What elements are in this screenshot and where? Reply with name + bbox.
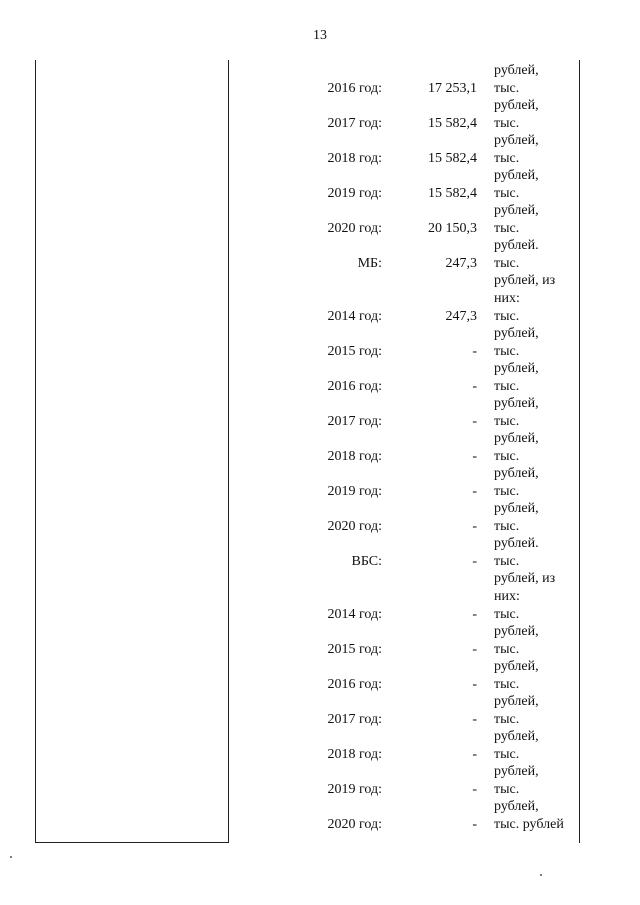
row-label: 2016 год:: [327, 379, 382, 394]
row-unit-line: рублей,: [494, 466, 539, 481]
row-label: 2017 год:: [327, 712, 382, 727]
row-value: 15 582,4: [428, 116, 477, 131]
row-unit-line: рублей,: [494, 361, 539, 376]
row-unit-line: тыс.: [494, 484, 520, 499]
row-unit: [494, 62, 576, 98]
row-unit-line: рублей,: [494, 98, 539, 113]
row-unit: [494, 763, 576, 799]
row-unit-line: тыс.: [494, 554, 520, 569]
row-unit: [494, 570, 576, 624]
row-label: 2018 год:: [327, 747, 382, 762]
left-cell-right-border: [228, 60, 229, 843]
row-unit-line: рублей,: [494, 729, 539, 744]
row-label: 2018 год:: [327, 151, 382, 166]
row-unit-line: тыс.: [494, 256, 520, 271]
row-unit: [494, 360, 576, 396]
row-label: 2020 год:: [327, 817, 382, 832]
row-unit-line: рублей,: [494, 326, 539, 341]
row-unit: [494, 500, 576, 536]
row-unit-line: тыс. рублей: [494, 817, 564, 832]
row-unit-line: рублей,: [494, 501, 539, 516]
row-value: -: [472, 607, 477, 622]
row-label: 2014 год:: [327, 607, 382, 622]
row-unit-line: тыс.: [494, 116, 520, 131]
row-unit-line: тыс.: [494, 712, 520, 727]
row-label: 2014 год:: [327, 309, 382, 324]
row-unit-line: тыс.: [494, 344, 520, 359]
scan-speck: [540, 874, 542, 876]
page-number: 13: [313, 28, 327, 43]
row-value: 15 582,4: [428, 186, 477, 201]
row-unit: [494, 465, 576, 501]
row-unit: [494, 693, 576, 729]
row-unit-line: тыс.: [494, 379, 520, 394]
row-label: 2020 год:: [327, 221, 382, 236]
row-unit-line: рублей,: [494, 133, 539, 148]
row-unit-line: тыс.: [494, 747, 520, 762]
row-unit: [494, 535, 576, 571]
row-value: 15 582,4: [428, 151, 477, 166]
row-value: -: [472, 554, 477, 569]
row-value: -: [472, 747, 477, 762]
row-unit-line: рублей,: [494, 694, 539, 709]
row-unit: [494, 202, 576, 238]
row-value: -: [472, 414, 477, 429]
row-unit: [494, 623, 576, 659]
row-value: -: [472, 782, 477, 797]
row-unit: [494, 272, 576, 326]
row-unit-line: тыс.: [494, 151, 520, 166]
row-unit-line: тыс.: [494, 519, 520, 534]
row-label: 2020 год:: [327, 519, 382, 534]
scan-speck: [10, 856, 12, 858]
row-unit-line: тыс.: [494, 449, 520, 464]
right-table-border: [579, 60, 580, 843]
row-value: -: [472, 484, 477, 499]
row-value: 247,3: [445, 309, 477, 324]
row-unit-line: тыс.: [494, 309, 520, 324]
row-unit-line: них:: [494, 291, 520, 306]
row-unit-line: рублей,: [494, 659, 539, 674]
row-unit-line: рублей,: [494, 431, 539, 446]
row-unit-line: рублей,: [494, 203, 539, 218]
row-unit: [494, 132, 576, 168]
row-unit: [494, 658, 576, 694]
row-unit-line: рублей, из: [494, 571, 556, 586]
row-unit-line: тыс.: [494, 607, 520, 622]
row-value: 247,3: [445, 256, 477, 271]
row-unit-line: рублей.: [494, 536, 539, 551]
row-value: -: [472, 677, 477, 692]
row-label: 2018 год:: [327, 449, 382, 464]
row-label: 2019 год:: [327, 484, 382, 499]
row-unit: [494, 237, 576, 273]
row-label: 2016 год:: [327, 677, 382, 692]
row-unit-line: рублей,: [494, 799, 539, 814]
table-bottom-border: [35, 842, 229, 843]
row-value: 17 253,1: [428, 81, 477, 96]
row-value: -: [472, 817, 477, 832]
row-value: -: [472, 344, 477, 359]
row-unit-line: тыс.: [494, 677, 520, 692]
row-unit-line: тыс.: [494, 81, 520, 96]
row-unit-line: рублей,: [494, 764, 539, 779]
row-value: -: [472, 642, 477, 657]
row-label: 2019 год:: [327, 186, 382, 201]
row-unit-line: тыс.: [494, 186, 520, 201]
row-unit: [494, 97, 576, 133]
row-label: 2015 год:: [327, 344, 382, 359]
row-unit-line: тыс.: [494, 642, 520, 657]
row-unit-line: рублей,: [494, 63, 539, 78]
row-label: МБ:: [357, 256, 382, 271]
row-label: 2017 год:: [327, 116, 382, 131]
left-cell-left-border: [35, 60, 36, 843]
row-value: -: [472, 379, 477, 394]
row-label: 2019 год:: [327, 782, 382, 797]
row-unit: [494, 325, 576, 361]
row-label: 2016 год:: [327, 81, 382, 96]
row-unit-line: тыс.: [494, 221, 520, 236]
row-unit: [494, 430, 576, 466]
row-unit-line: рублей,: [494, 624, 539, 639]
row-unit-line: рублей,: [494, 396, 539, 411]
row-unit: [494, 798, 576, 834]
row-unit: [494, 728, 576, 764]
row-unit-line: них:: [494, 589, 520, 604]
row-unit: [494, 395, 576, 431]
row-unit-line: тыс.: [494, 414, 520, 429]
row-label: 2017 год:: [327, 414, 382, 429]
row-value: -: [472, 519, 477, 534]
row-label: 2015 год:: [327, 642, 382, 657]
row-unit-line: рублей, из: [494, 273, 556, 288]
row-unit-line: тыс.: [494, 782, 520, 797]
row-value: -: [472, 712, 477, 727]
row-label: ВБС:: [351, 554, 382, 569]
row-value: -: [472, 449, 477, 464]
row-unit-line: рублей.: [494, 238, 539, 253]
row-value: 20 150,3: [428, 221, 477, 236]
row-unit: [494, 167, 576, 203]
row-unit-line: рублей,: [494, 168, 539, 183]
